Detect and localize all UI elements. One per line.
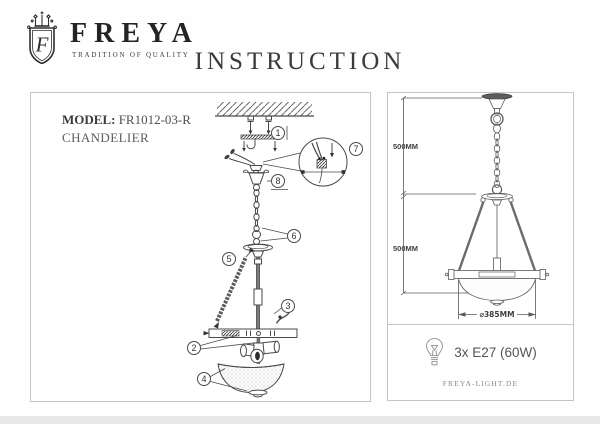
- callout-2: [188, 342, 201, 355]
- assembled-canopy: [482, 94, 512, 114]
- model-number: FR1012-03-R: [118, 112, 191, 127]
- ceiling-hatch: [215, 102, 314, 120]
- callout-5-label: 5: [226, 254, 232, 265]
- callout-3: [282, 300, 295, 313]
- brand-name: FREYA: [70, 18, 199, 49]
- callout-1: [272, 127, 285, 140]
- bulb-spec-row: [424, 337, 537, 368]
- page-title: INSTRUCTION: [194, 47, 406, 75]
- exploded-assembly-diagram: [31, 93, 370, 401]
- callout-6: [288, 230, 301, 243]
- callout-4-label: 4: [201, 374, 207, 385]
- logo-monogram: F: [35, 32, 49, 57]
- light-bulb-icon: [424, 337, 445, 368]
- diameter-label: ⌀385MM: [479, 310, 515, 319]
- chain-height-label: 500MM: [393, 142, 419, 151]
- assembly-panel: [30, 92, 371, 402]
- chain: [254, 190, 259, 232]
- dimensions-panel: [387, 92, 574, 325]
- brand-tagline: TRADITION OF QUALITY: [72, 51, 190, 59]
- callout-8: [272, 175, 285, 188]
- callout-8-label: 8: [275, 176, 281, 187]
- callout-7-label: 7: [353, 144, 359, 155]
- callout-4: [198, 373, 211, 386]
- center-rod: [254, 257, 262, 329]
- assembled-bowl: [459, 279, 536, 306]
- body-height-label: 500MM: [393, 244, 419, 253]
- callout-2-label: 2: [191, 343, 197, 354]
- callout-3-label: 3: [285, 301, 291, 312]
- assembled-rods: [459, 202, 536, 273]
- hook-loop: [253, 231, 261, 245]
- website-text: FREYA-LIGHT.DE: [442, 379, 519, 388]
- lamp-sockets: [241, 341, 280, 363]
- assembled-chain: [491, 113, 503, 194]
- magnifier-leader-top: [263, 153, 300, 162]
- assembled-view-diagram: [388, 93, 573, 324]
- bulb-spec-panel: [387, 324, 574, 401]
- body-bar: [204, 329, 298, 338]
- bottom-finial: [249, 390, 267, 397]
- bottom-strip: [0, 416, 600, 424]
- wiring-detail-circle: [299, 138, 347, 186]
- supply-wires: [224, 148, 262, 170]
- ceiling-canopy: [243, 170, 269, 190]
- product-type: CHANDELIER: [62, 129, 150, 145]
- callout-6-label: 6: [291, 231, 297, 242]
- anchor-screws: [248, 122, 272, 135]
- assembled-frame: [445, 270, 549, 280]
- callout-1-label: 1: [275, 128, 281, 139]
- callout-7: [350, 143, 363, 156]
- magnifier-leader-bottom: [263, 164, 301, 171]
- height-dimension-lines: [401, 96, 491, 295]
- bulb-spec-text: 3x E27 (60W): [454, 345, 537, 360]
- assembled-bobeche: [481, 193, 513, 205]
- model-label: MODEL:: [62, 112, 116, 127]
- glass-bowl: [218, 364, 284, 393]
- callout-5: [223, 253, 236, 266]
